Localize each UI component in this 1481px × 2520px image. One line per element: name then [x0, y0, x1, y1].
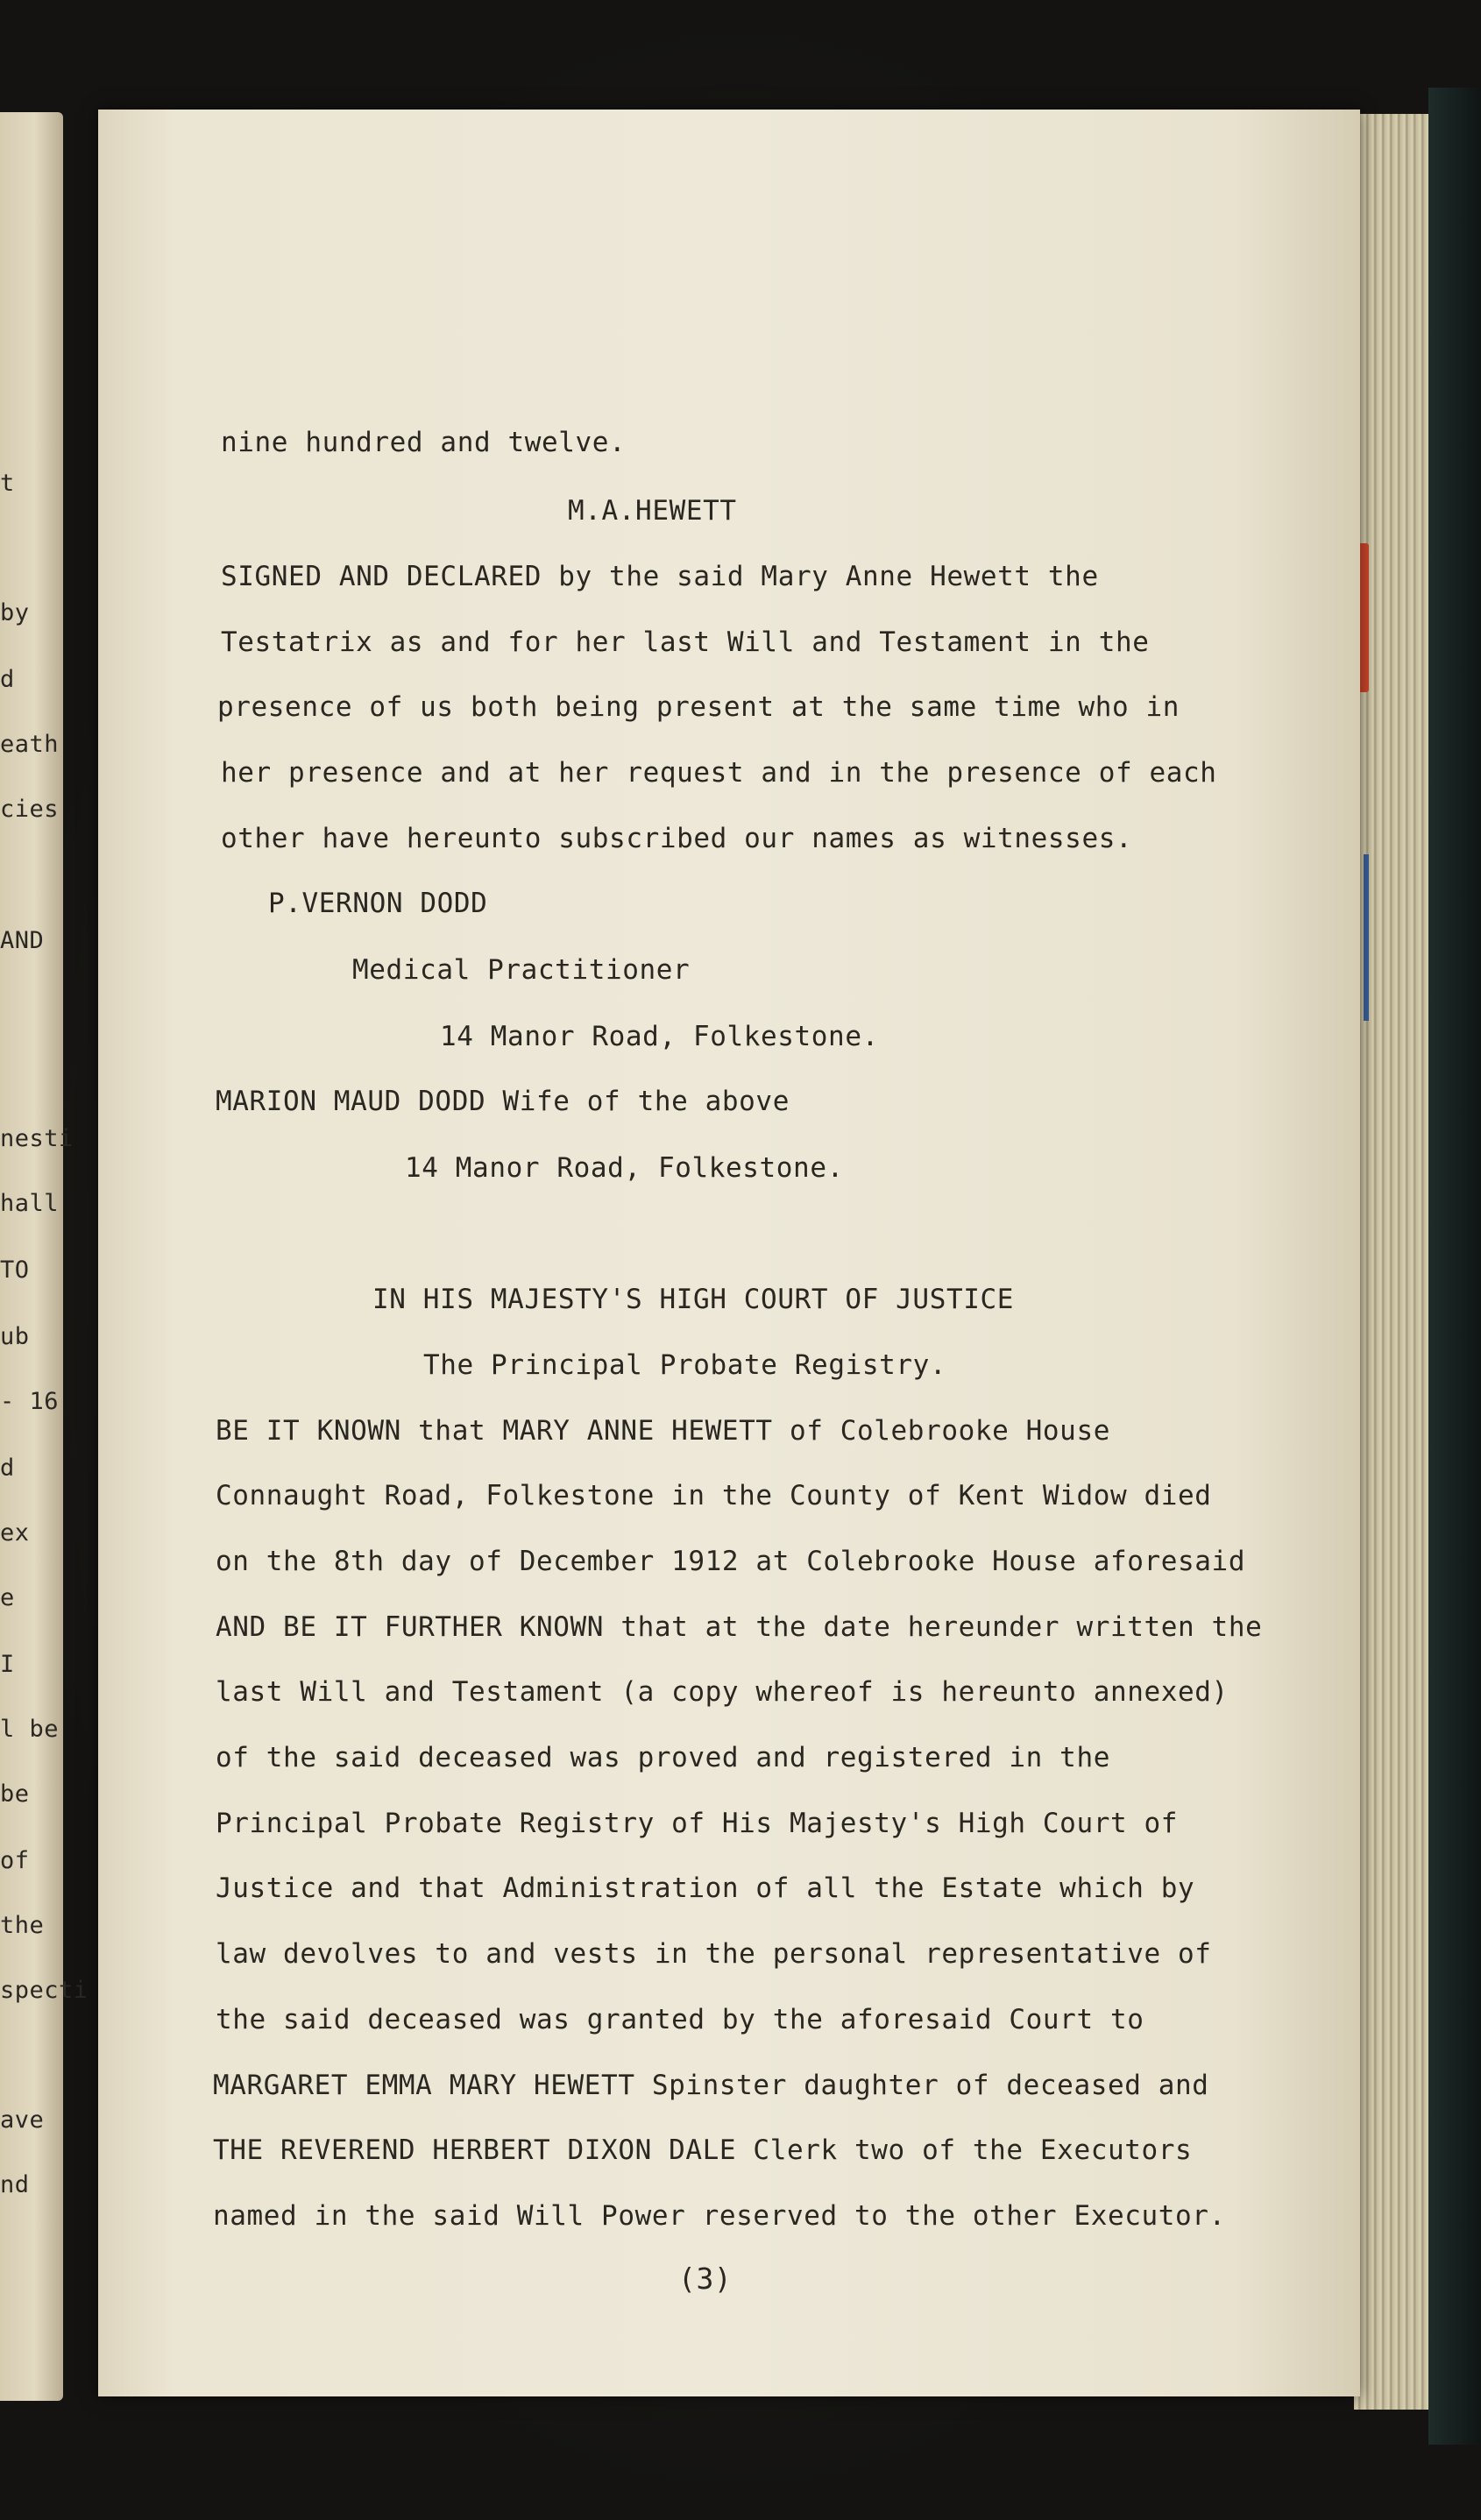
left-page-fragment: nesti [0, 1125, 74, 1152]
witness-address: 14 Manor Road, Folkestone. [440, 1021, 879, 1052]
witness-address: 14 Manor Road, Folkestone. [405, 1152, 844, 1184]
text-line: Testatrix as and for her last Will and Testament in the [221, 626, 1150, 658]
text-line: on the 8th day of December 1912 at Colebrooke House aforesaid [216, 1546, 1246, 1577]
text-line: AND BE IT FURTHER KNOWN that at the date hereunder written the [216, 1611, 1263, 1643]
court-heading: IN HIS MAJESTY'S HIGH COURT OF JUSTICE [372, 1284, 1015, 1315]
text-line: Connaught Road, Folkestone in the County of Kent Widow died [216, 1480, 1212, 1511]
text-line: Principal Probate Registry of His Majesty's High Court of [216, 1808, 1179, 1839]
text-line: presence of us both being present at the same time who in [217, 691, 1180, 723]
left-page-fragment: eath [0, 731, 60, 758]
page-number: (3) [678, 2262, 733, 2296]
left-page-fragment: I [0, 1651, 15, 1678]
registry-heading: The Principal Probate Registry. [423, 1349, 947, 1381]
left-page-fragment: cies [0, 796, 60, 823]
document-page [98, 110, 1360, 2396]
left-page-fragment: t [0, 470, 15, 497]
left-page-fragment: of [0, 1847, 30, 1874]
left-page-fragment: d [0, 1455, 15, 1482]
left-page-fragment: the [0, 1912, 45, 1939]
text-line: of the said deceased was proved and registered in the [216, 1742, 1110, 1773]
left-page-fragment: - 16 [0, 1388, 60, 1415]
blue-page-marker [1364, 854, 1369, 1021]
signature-line: M.A.HEWETT [568, 495, 737, 527]
left-facing-page [0, 112, 89, 2401]
left-page-fragment: hall [0, 1190, 60, 1217]
left-page-fragment: be [0, 1780, 30, 1808]
text-line: named in the said Will Power reserved to the other Executor. [213, 2200, 1226, 2232]
left-page-fragment: e [0, 1584, 15, 1611]
text-line: nine hundred and twelve. [221, 427, 627, 458]
left-page-fragment: nd [0, 2171, 30, 2198]
book-cover-edge [1428, 88, 1481, 2445]
left-page-fragment: by [0, 599, 30, 626]
left-page-fragment: specti [0, 1977, 89, 2004]
text-line: MARGARET EMMA MARY HEWETT Spinster daughter of deceased and [213, 2070, 1209, 2101]
left-page-fragment: ave [0, 2106, 45, 2134]
witness-occupation: Medical Practitioner [352, 954, 691, 986]
left-page-fragment: AND [0, 927, 45, 954]
text-line: BE IT KNOWN that MARY ANNE HEWETT of Colebrooke House [216, 1415, 1110, 1447]
left-page-fragment: ub [0, 1323, 30, 1350]
text-line: law devolves to and vests in the personal representative of [216, 1938, 1212, 1970]
text-line: the said deceased was granted by the aforesaid Court to [216, 2004, 1144, 2035]
text-line: Justice and that Administration of all the Estate which by [216, 1872, 1195, 1904]
left-page-fragment: TO [0, 1256, 30, 1284]
left-page-fragment: ex [0, 1519, 30, 1547]
text-line: THE REVEREND HERBERT DIXON DALE Clerk two of the Executors [213, 2134, 1193, 2166]
text-line: her presence and at her request and in the presence of each [221, 757, 1217, 789]
left-page-fragment: l be [0, 1716, 60, 1743]
page-stack-edge [1354, 114, 1437, 2410]
left-page-fragment: d [0, 666, 15, 693]
text-line: SIGNED AND DECLARED by the said Mary Anne Hewett the [221, 561, 1099, 592]
witness-name: P.VERNON DODD [268, 888, 488, 919]
witness-name: MARION MAUD DODD Wife of the above [216, 1086, 790, 1117]
text-line: last Will and Testament (a copy whereof is hereunto annexed) [216, 1676, 1229, 1708]
text-line: other have hereunto subscribed our names as witnesses. [221, 823, 1133, 854]
